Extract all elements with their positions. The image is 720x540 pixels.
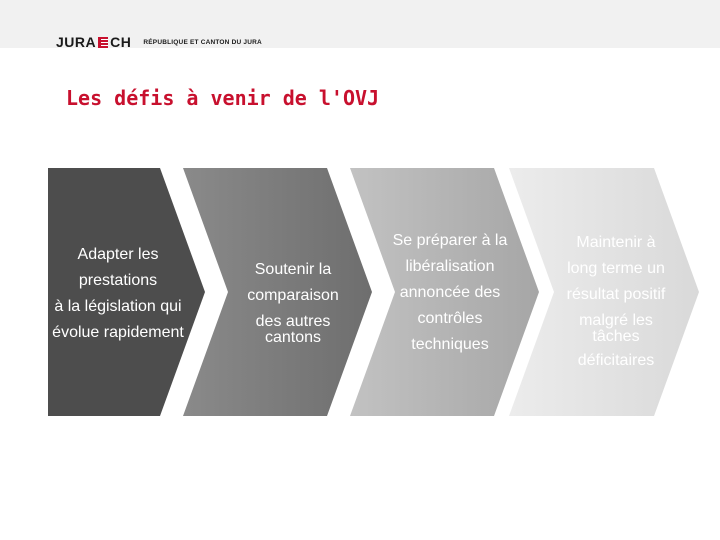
logo-subtitle: RÉPUBLIQUE ET CANTON DU JURA [143, 38, 262, 46]
step-4-line-6: déficitaires [577, 352, 655, 369]
step-3-text [380, 228, 520, 358]
step-1-line-3: à la législation qui [54, 298, 182, 315]
step-1-line-1: Adapter les [77, 246, 159, 263]
slide-title: Les défis à venir de l'OVJ [66, 86, 380, 110]
step-4-text [548, 230, 684, 374]
step-2-line-2: comparaison [247, 287, 339, 304]
logo-text-ch: CH [110, 34, 132, 50]
step-1-line-2: prestations [78, 272, 158, 289]
step-3-line-4: contrôles [417, 310, 483, 327]
step-3-line-3: annoncée des [399, 284, 501, 301]
step-4-line-5: tâches [592, 328, 640, 345]
step-2-line-4: cantons [264, 329, 322, 346]
step-2-line-3: des autres [255, 313, 331, 330]
step-4-line-4: malgré les [579, 312, 653, 329]
step-3-line-1: Se préparer à la [392, 232, 508, 249]
step-1-text [30, 242, 206, 346]
step-2-line-1: Soutenir la [254, 261, 332, 278]
logo-text-jura: JURA [56, 34, 97, 50]
step-1-line-4: évolue rapidement [52, 324, 184, 341]
step-3-line-5: techniques [411, 336, 489, 353]
step-4-line-2: long terme un [567, 260, 665, 277]
step-2-text [225, 257, 361, 351]
step-4-line-3: résultat positif [566, 286, 666, 303]
step-4-line-1: Maintenir à [576, 234, 656, 251]
step-3-line-2: libéralisation [405, 258, 495, 275]
